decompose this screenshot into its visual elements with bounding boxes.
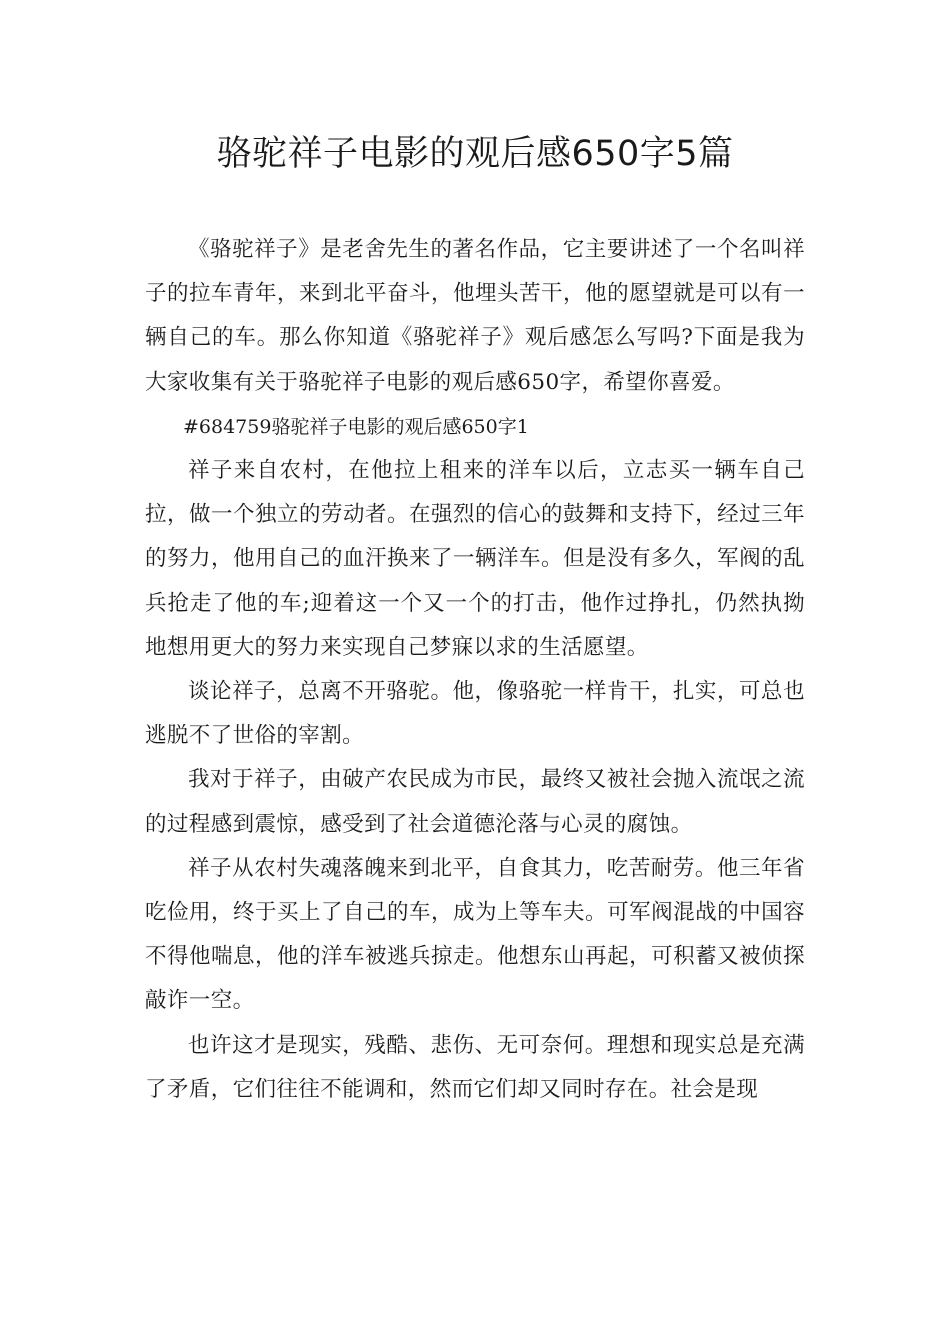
paragraph: 我对于祥子，由破产农民成为市民，最终又被社会抛入流氓之流的过程感到震惊，感受到了社会道德沦落与心灵的腐蚀。 (145, 767, 805, 837)
section-heading: #684759骆驼祥子电影的观后感650字1 (183, 415, 529, 438)
paragraph: 也许这才是现实，残酷、悲伤、无可奈何。理想和现实总是充满了矛盾，它们往往不能调和，然而它们却又同时存在。社会是现 (145, 1032, 805, 1102)
paragraph: 谈论祥子，总离不开骆驼。他，像骆驼一样肯干，扎实，可总也逃脱不了世俗的宰割。 (145, 679, 805, 749)
paragraph-intro: 《骆驼祥子》是老舍先生的著名作品，它主要讲述了一个名叫祥子的拉车青年，来到北平奋斗，他埋头苦干，他的愿望就是可以有一辆自己的车。那么你知道《骆驼祥子》观后感怎么写吗?下面是我为大家收集有关于骆驼祥子电影的观后感650字，希望你喜爱。 (145, 237, 805, 395)
paragraph: 祥子从农村失魂落魄来到北平，自食其力，吃苦耐劳。他三年省吃俭用，终于买上了自己的车，成为上等车夫。可军阀混战的中国容不得他喘息，他的洋车被逃兵掠走。他想东山再起，可积蓄又被侦探敲诈一空。 (145, 855, 805, 1014)
paragraph: 祥子来自农村，在他拉上租来的洋车以后，立志买一辆车自己拉，做一个独立的劳动者。在强烈的信心的鼓舞和支持下，经过三年的努力，他用自己的血汗换来了一辆洋车。但是没有多久，军阀的乱兵抢走了他的车;迎着这一个又一个的打击，他作过挣扎，仍然执拗地想用更大的努力来实现自己梦寐以求的生活愿望。 (145, 458, 805, 660)
document-title: 骆驼祥子电影的观后感650字5篇 (216, 134, 734, 174)
document-body (145, 228, 805, 1112)
